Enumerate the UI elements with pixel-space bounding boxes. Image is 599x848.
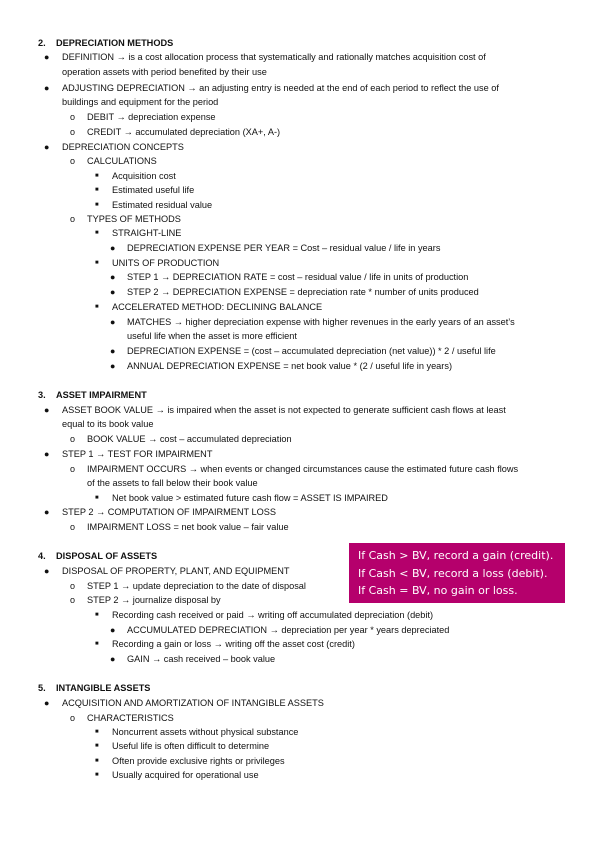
bullet-icon: ● [44, 405, 50, 415]
bullet-icon: ● [110, 272, 116, 282]
characteristic-item: Noncurrent assets without physical substance [112, 727, 299, 737]
section-heading-intangible: 5. INTANGIBLE ASSETS [38, 683, 151, 693]
callout-line: If Cash < BV, record a loss (debit). [358, 566, 548, 580]
circle-bullet-icon: o [70, 581, 76, 591]
straight-line-text: STRAIGHT-LINE [112, 228, 182, 238]
adjusting-text-cont: buildings and equipment for the period [62, 97, 219, 107]
intangible-acquisition: ACQUISITION AND AMORTIZATION OF INTANGIBLE ASSETS [62, 698, 324, 708]
disposal-step1: STEP 1 → update depreciation to the date of disposal [87, 581, 306, 591]
impairment-occurs: IMPAIRMENT OCCURS → when events or changed circumstances cause the estimated future cash flows [87, 464, 519, 474]
bullet-icon: ● [110, 287, 116, 297]
circle-bullet-icon: o [70, 522, 76, 532]
book-value-text-cont: equal to its book value [62, 419, 154, 429]
bullet-icon: ● [110, 243, 116, 253]
square-bullet-icon: ■ [95, 612, 99, 618]
circle-bullet-icon: o [70, 595, 76, 605]
bullet-icon: ● [44, 698, 50, 708]
disposal-gain-loss: Recording a gain or loss → writing off the asset cost (credit) [112, 639, 355, 649]
section-heading-impairment: 3. ASSET IMPAIRMENT [38, 390, 147, 400]
units-text: UNITS OF PRODUCTION [112, 258, 220, 268]
square-bullet-icon: ■ [95, 758, 99, 764]
circle-bullet-icon: o [70, 464, 76, 474]
impairment-loss: IMPAIRMENT LOSS = net book value – fair value [87, 522, 289, 532]
square-bullet-icon: ■ [95, 641, 99, 647]
intangible-characteristics: CHARACTERISTICS [87, 713, 174, 723]
section-heading-depreciation: 2. DEPRECIATION METHODS [38, 38, 174, 48]
concepts-text: DEPRECIATION CONCEPTS [62, 142, 184, 152]
book-value-def: BOOK VALUE → cost – accumulated depreciation [87, 434, 292, 444]
circle-bullet-icon: o [70, 713, 76, 723]
bullet-icon: ● [44, 449, 50, 459]
gain-loss-callout [349, 543, 565, 603]
square-bullet-icon: ■ [95, 173, 99, 179]
matches-text-cont: useful life when the asset is more efficient [127, 331, 297, 341]
impairment-step2: STEP 2 → COMPUTATION OF IMPAIRMENT LOSS [62, 507, 277, 517]
square-bullet-icon: ■ [95, 729, 99, 735]
debit-text: DEBIT → depreciation expense [87, 112, 216, 122]
square-bullet-icon: ■ [95, 230, 99, 236]
disposal-accum: ACCUMULATED DEPRECIATION → depreciation per year * years depreciated [127, 625, 450, 635]
bullet-icon: ● [44, 507, 50, 517]
units-step1: STEP 1 → DEPRECIATION RATE = cost – residual value / life in units of production [127, 272, 469, 282]
bullet-icon: ● [110, 654, 116, 664]
bullet-icon: ● [44, 52, 50, 62]
impairment-test: Net book value > estimated future cash flow = ASSET IS IMPAIRED [112, 493, 388, 503]
bullet-icon: ● [110, 361, 116, 371]
characteristic-item: Usually acquired for operational use [112, 770, 259, 780]
square-bullet-icon: ■ [95, 202, 99, 208]
book-value-text: ASSET BOOK VALUE → is impaired when the asset is not expected to generate sufficient cash flows at least [62, 405, 506, 415]
annual-formula: ANNUAL DEPRECIATION EXPENSE = net book value * (2 / useful life in years) [127, 361, 453, 371]
adjusting-text: ADJUSTING DEPRECIATION → an adjusting entry is needed at the end of each period to reflect the use of [62, 83, 499, 93]
callout-line: If Cash = BV, no gain or loss. [358, 584, 518, 597]
definition-text-cont: operation assets with period benefited by their use [62, 67, 267, 77]
residual-value-text: Estimated residual value [112, 200, 213, 210]
square-bullet-icon: ■ [95, 260, 99, 266]
definition-text: DEFINITION → is a cost allocation process that systematically and rationally matches acquisition cost of [62, 52, 486, 62]
declining-formula: DEPRECIATION EXPENSE = (cost – accumulated depreciation (net value)) * 2 / useful life [127, 346, 496, 356]
characteristic-item: Often provide exclusive rights or privileges [112, 756, 285, 766]
circle-bullet-icon: o [70, 156, 76, 166]
credit-text: CREDIT → accumulated depreciation (XA+, A-) [87, 127, 281, 137]
impairment-occurs-cont: of the assets to fall below their book value [87, 478, 258, 488]
acquisition-cost-text: Acquisition cost [112, 171, 176, 181]
square-bullet-icon: ■ [95, 495, 99, 501]
disposal-gain: GAIN → cash received – book value [127, 654, 276, 664]
straight-line-formula: DEPRECIATION EXPENSE PER YEAR = Cost – residual value / life in years [127, 243, 441, 253]
disposal-ppe: DISPOSAL OF PROPERTY, PLANT, AND EQUIPMENT [62, 566, 290, 576]
circle-bullet-icon: o [70, 127, 76, 137]
square-bullet-icon: ■ [95, 304, 99, 310]
disposal-step2: STEP 2 → journalize disposal by [87, 595, 221, 605]
calculations-text: CALCULATIONS [87, 156, 157, 166]
bullet-icon: ● [44, 142, 50, 152]
square-bullet-icon: ■ [95, 187, 99, 193]
bullet-icon: ● [44, 566, 50, 576]
circle-bullet-icon: o [70, 112, 76, 122]
bullet-icon: ● [110, 346, 116, 356]
square-bullet-icon: ■ [95, 772, 99, 778]
bullet-icon: ● [44, 83, 50, 93]
accelerated-text: ACCELERATED METHOD: DECLINING BALANCE [112, 302, 323, 312]
types-text: TYPES OF METHODS [87, 214, 181, 224]
bullet-icon: ● [110, 317, 116, 327]
useful-life-text: Estimated useful life [112, 185, 195, 195]
matches-text: MATCHES → higher depreciation expense with higher revenues in the early years of an asset’s [127, 317, 515, 327]
section-heading-disposal: 4. DISPOSAL OF ASSETS [38, 551, 158, 561]
circle-bullet-icon: o [70, 434, 76, 444]
bullet-icon: ● [110, 625, 116, 635]
callout-line: If Cash > BV, record a gain (credit). [358, 549, 554, 562]
circle-bullet-icon: o [70, 214, 76, 224]
characteristic-item: Useful life is often difficult to determine [112, 741, 270, 751]
impairment-step1: STEP 1 → TEST FOR IMPAIRMENT [62, 449, 213, 459]
units-step2: STEP 2 → DEPRECIATION EXPENSE = depreciation rate * number of units produced [127, 287, 479, 297]
disposal-recording: Recording cash received or paid → writing off accumulated depreciation (debit) [112, 610, 434, 620]
square-bullet-icon: ■ [95, 743, 99, 749]
